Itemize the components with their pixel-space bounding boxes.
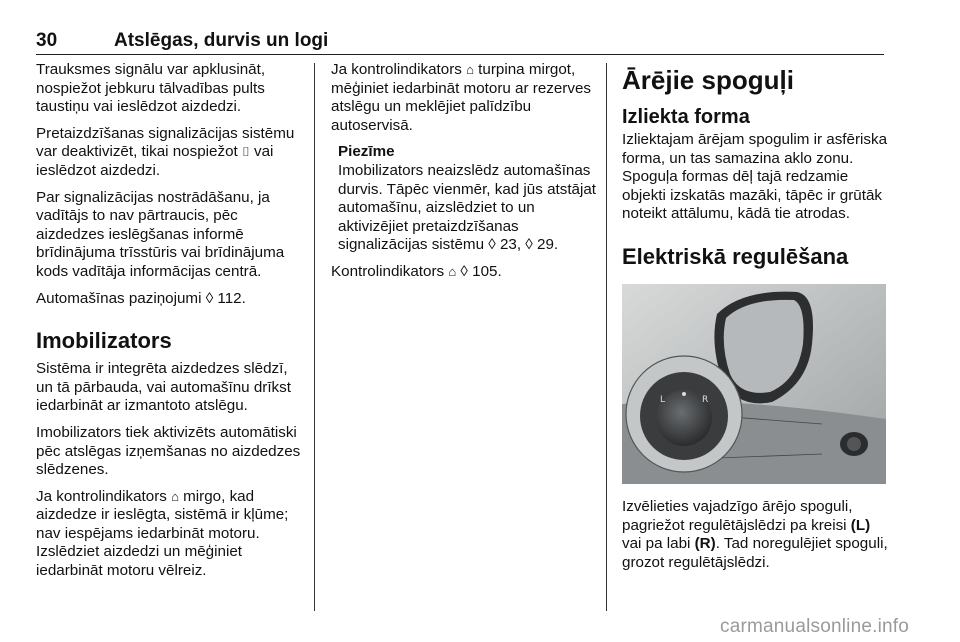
mirror-switch-illustration <box>622 284 886 484</box>
page-header <box>36 20 884 55</box>
electric-adjustment-paragraph: Izvēlieties vajadzīgo ārējo spoguli, pagriežot regulētājslēdzi pa kreisi (L) vai pa labi (R). Tad noregulējiet spoguli, grozot regulētājslēdzi. <box>622 497 888 571</box>
column-2 <box>331 61 597 290</box>
column-1 <box>36 61 304 589</box>
immobiliser-indicator-icon: ⌂ <box>466 62 474 77</box>
immobiliser-indicator-icon: ⌂ <box>448 263 457 279</box>
immobiliser-paragraph-3: Ja kontrolindikators ⌂ mirgo, kad aizdedze ir ieslēgta, sistēmā ir kļūme; nav iespējams iedarbināt motoru. Izslēdziet aizdedzi un mēģiniet iedarbināt motoru vēlreiz. <box>36 487 289 580</box>
alarm-deactivate-paragraph: Pretaizdzīšanas signalizācijas sistēmu var deaktivizēt, tikai nospiežot ⌷ vai ieslēdzot aizdedzi. <box>36 124 295 179</box>
convex-shape-paragraph: Izliektajam ārējam spogulim ir asfēriska forma, un tas samazina aklo zonu. Spoguļa formas dēļ tajā redzamie objekti izskatās mazāki, tāpēc ir grūtāk noteikt attālumu, kādā tie atrodas. <box>622 131 888 223</box>
column-divider-1 <box>314 63 315 611</box>
column-divider-2 <box>606 63 607 611</box>
immobiliser-paragraph-1: Sistēma ir integrēta aizdedzes slēdzī, un tā pārbauda, vai automašīnu drīkst iedarbināt ar izmantoto atslēgu. <box>36 360 291 415</box>
note-title: Piezīme <box>338 143 395 161</box>
alarm-triggered-paragraph: Par signalizācijas nostrādāšanu, ja vadītājs to nav pārtraucis, pēc aizdedzes ieslēgšanas informē brīdinājuma trīsstūris vai brīdinājuma kods vadītāja informācijas centrā. <box>36 188 285 280</box>
unlock-button-icon: ⌷ <box>241 144 250 160</box>
electric-adjustment-heading: Elektriskā regulēšana <box>622 243 849 269</box>
page-number: 30 <box>36 30 58 51</box>
alarm-silence-paragraph: Trauksmes signālu var apklusināt, nospiežot jebkuru tālvadības pults taustiņu vai ieslēdzot aizdedzi. <box>36 61 266 116</box>
exterior-mirrors-heading: Ārējie spoguļi <box>622 65 794 95</box>
indicator-reference: Kontrolindikators ⌂ ◊ 105. <box>331 262 502 280</box>
mirror-switch-photo <box>622 284 886 484</box>
immobiliser-paragraph-2: Imobilizators tiek aktivizēts automātiski pēc atslēgas izņemšanas no aizdedzes slēdzenes. <box>36 423 301 479</box>
page-title: Atslēgas, durvis un logi <box>114 30 329 51</box>
note-text: Imobilizators neaizslēdz automašīnas durvis. Tāpēc vienmēr, kad jūs atstājat automašīnu, aizslēdziet to un aktivizējiet pretaizdzīšanas signalizācijas sistēmu ◊ 23, ◊ 29. <box>338 161 597 254</box>
knob-label-right: R <box>702 394 709 405</box>
immobiliser-indicator-icon: ⌂ <box>171 488 179 504</box>
page-reference-link[interactable]: ◊ 112. <box>205 289 246 307</box>
convex-shape-heading: Izliekta forma <box>622 106 750 128</box>
spare-key-paragraph: Ja kontrolindikators ⌂ turpina mirgot, mēģiniet iedarbināt motoru ar rezerves atslēgu un meklējiet palīdzību autoservisā. <box>331 61 591 134</box>
immobiliser-heading: Imobilizators <box>36 328 172 354</box>
watermark: carmanualsonline.info <box>720 616 910 637</box>
knob-label-left: L <box>660 394 666 405</box>
note-box <box>338 143 597 255</box>
vehicle-messages-reference: Automašīnas paziņojumi ◊ 112. <box>36 289 246 307</box>
column-3 <box>622 61 892 580</box>
